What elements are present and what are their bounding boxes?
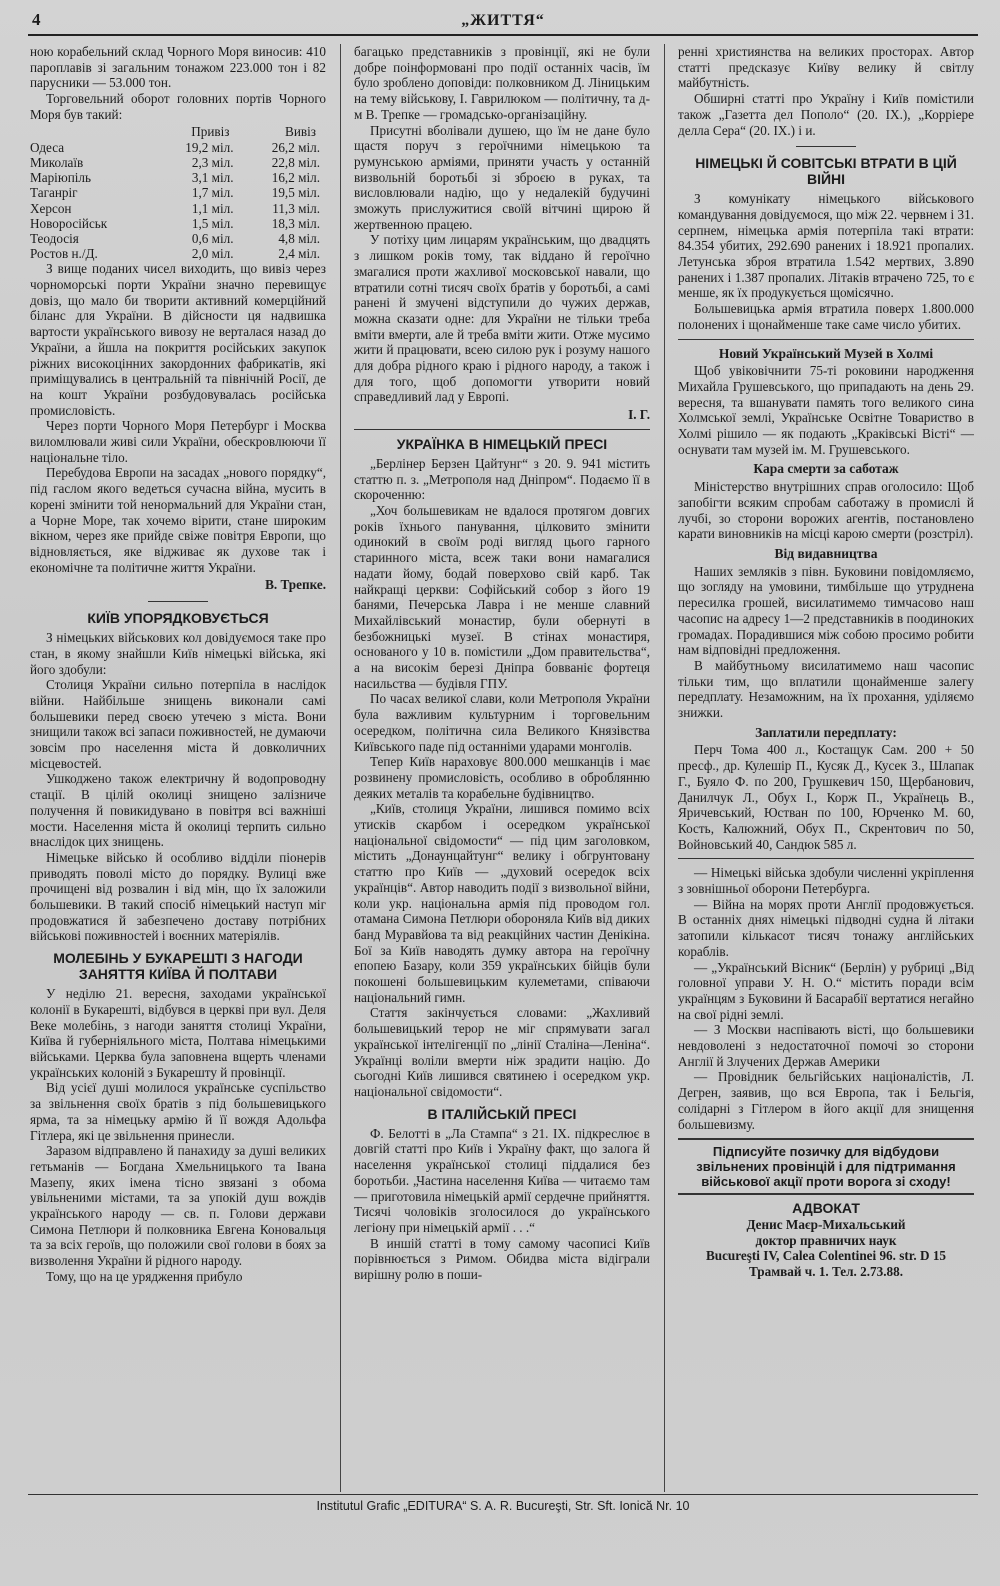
paragraph: У неділю 21. вересня, заходами української колонії в Букарешті, відбувся в церкві при вул. Деля Веке молебінь, з нагоди заняття столиці України, Київа й губерніяльного міста, Полтава німецькими військами. Церква була заповнена вщерть членами українських колоній з Букарешту й провінції.: [30, 986, 326, 1080]
advertisement-phone: Трамвай ч. 1. Тел. 2.73.88.: [748, 1264, 904, 1280]
paragraph: Наших земляків з півн. Буковини повідомляємо, що зогляду на умовини, тимбільше що утруднена пересилка грошей, висилатимемо тимчасово наш часопис на адресу 1—2 представників в поодиноких громадах. Порадившися між собою просимо робити нам відповідні предложення.: [678, 563, 974, 658]
export-value: 26,2 міл.: [271, 139, 320, 155]
headline-german-press: УКРАЇНКА В НІМЕЦЬКІЙ ПРЕСІ: [396, 435, 608, 452]
paragraph: З комунікату німецького військового командування довідуємося, що між 22. червнем і 31. серпнем, німецька армія потерпіла такі втрати: 84.354 убитих, 292.690 ранених і 18.921 пропалих. Летунська зброя втратила 1.542 мертвих, 3.890 ранених і 1.387 пропалих. Літаків втрачено 725, то є менше, як їх продукується щомісячно.: [678, 191, 974, 301]
paragraph: Міністерство внутрішних справ оголосило: Щоб запобігти всяким спробам саботажу в промислі й лучбі, зо сторони ворожих агентів, постановлено карати виновників на місці карою смерти (розстріл).: [678, 479, 974, 542]
paragraph: ренні християнства на великих просторах. Автор статті предсказує Київу велику й світлу майбутність.: [678, 44, 974, 91]
headline-museum: Новий Український Музей в Холмі: [718, 345, 934, 361]
news-item: — Німецькі війська здобули численні укріплення з зовнішньої оборони Петербурга.: [678, 865, 974, 897]
advertisement-degree: доктор правничих наук: [755, 1232, 897, 1248]
advertisement-title: АДВОКАТ: [792, 1200, 860, 1217]
paragraph: Ушкоджено також електричну й водопроводну стації. В цілій околиці знищено залізниче получення й повикидувано в повітря всі важніші мости. Населення міста й околиці терпить сильно внаслідок цих знищень.: [30, 771, 326, 850]
table-header-row: [30, 123, 326, 140]
newspaper-title: „ЖИТТЯ“: [461, 12, 545, 29]
paragraph: З вище поданих чисел виходить, що вивіз через чорноморські порти України значно перевищує довіз, що мало би творити активний комерційний біланс для України. В дійсности ця надвишка вартости українського вивозу не верталася назад до України, а йшла на покриття російських закупок ріжних високоцінних закордонних фабрикатів, які приміщувались в центральній та північній Росії, де на кошт України розбудовувалась російська промисловість.: [30, 261, 326, 418]
paragraph: З німецьких військових кол довідуємося таке про стан, в якому знайшли Київ німецькі війська, які його здобули:: [30, 630, 326, 677]
paragraph: Присутні вболівали душею, що їм не дане було щастя поруч з героїчними німецькою та румунською арміями, приняти участь у останній визвольній боротьбі зі зброєю в руках, та висловлювали надію, що у недалекій будучині зможуть прислужитися своїй вітчині щирою й жертвенною працею.: [354, 122, 650, 232]
port-name: Миколаїв: [30, 154, 84, 170]
paragraph: Заразом відправлено й панахиду за душі великих гетьманів — Богдана Хмельницького та Івана Мазепу, яких імена тісно звязані з обома увільненими містами, та за упокій душ вождів українського народу — св. п. Голови держави Симона Петлюри й полковника Евгена Коновальця та за всіх героїв, що положили свої голови в боях за визволення України й рідного народу.: [30, 1143, 326, 1269]
paragraph: По часах великої слави, коли Метрополя України була важливим культурним і торговельним осередком, політична сила Великого Князівства Київського паде під останніми ударами монголів.: [354, 691, 650, 754]
paragraph: Обширні статті про Україну і Київ помістили також „Газетта дел Пополо“ (20. IX.), „Корріере делла Сера“ (20. IX.) і и.: [678, 91, 974, 138]
export-value: 19,5 міл.: [271, 185, 320, 201]
import-value: 1,5 міл.: [191, 215, 234, 231]
table-row: [30, 216, 326, 231]
table-row: [30, 170, 326, 185]
paragraph: Перебудова Европи на засадах „нового порядку“, під гаслом якого ведеться сучасна війна, мусить в корені змінити той ненормальний для України стан, а Чорне Море, так хочемо вірити, стане широким вікном, через яке прийде свіже повітря Европи, що відновляється, яке відживає як духове так і економічне та політичне життя України.: [30, 465, 326, 575]
headline-losses: НІМЕЦЬКІ Й СОВІТСЬКІ ВТРАТИ В ЦІЙ ВІЙНІ: [695, 155, 957, 188]
column-divider: [664, 44, 665, 1492]
headline-sabotage: Кара смерти за саботаж: [753, 461, 899, 477]
table-row: [30, 140, 326, 155]
column-2: [354, 44, 650, 1492]
paragraph: Тому, що на це урядження прибуло: [46, 1268, 243, 1284]
port-name: Одеса: [30, 139, 65, 155]
news-item: — З Москви наспівають вісті, що большевики невдоволені з недостаточної помочі зо сторони Англії й Злучених Держав Америки: [678, 1022, 974, 1069]
paragraph: ною корабельний склад Чорного Моря виносив: 410 пароплавів зі загальним тонажом 223.000 тон і 82 парусники — 53.000 тон.: [30, 44, 326, 91]
table-row: [30, 231, 326, 246]
table-row: [30, 246, 326, 261]
column-header-import: Привіз: [191, 123, 230, 139]
divider: [678, 858, 974, 859]
paragraph: „Берлінер Берзен Цайтунг“ з 20. 9. 941 містить статтю п. з. „Метрополя над Дніпром“. Подаємо її в скороченню:: [354, 455, 650, 503]
paragraph: Большевицька армія втратила поверх 1.800.000 полонених і щонайменше таке саме число убитих.: [678, 301, 974, 332]
paragraph: Щоб увіковічнити 75-ті роковини народження Михайла Грушевського, що припадають на день 29. вересня, та вшанувати память того великого сина Холмської землі, Українське Освітне Товариство в Холмі рішило — як подають „Краківські Вісті“ — оснувати там музей ім. М. Грушевського.: [678, 363, 974, 457]
paragraph: Від усієї душі молилося українське суспільство за звільнення своїх братів з під большевицького ярма, та за німецьку армію й її вождя Адольфа Гітлера, які це звільнення принесли.: [30, 1080, 326, 1143]
export-value: 11,3 міл.: [272, 200, 320, 216]
page-number: 4: [32, 10, 41, 29]
ports-trade-table: [30, 123, 326, 262]
port-name: Таганріг: [30, 185, 78, 201]
paragraph: В иншій статті в тому самому часописі Київ порівнюється з Римом. Обидва міста відіграли вирішну ролю в поши-: [354, 1235, 650, 1283]
export-value: 16,2 міл.: [271, 170, 320, 186]
headline-kyiv: КИЇВ УПОРЯДКОВУЄТЬСЯ: [87, 610, 269, 627]
port-name: Новоросійськ: [30, 215, 108, 231]
printer-imprint: Institutul Grafic „EDITURA“ S. A. R. Bucureşti, Str. Sft. Ionică Nr. 10: [28, 1494, 978, 1513]
headline-italian-press: В ІТАЛІЙСЬКІЙ ПРЕСІ: [427, 1105, 577, 1122]
divider: [148, 601, 208, 602]
author-signature: І. Г.: [628, 407, 650, 423]
paragraph: Німецьке військо й особливо відділи піонерів приводять поволі місто до порядку. Вулиці вже прочищені від розвалин і від мін, що їх заложили большевики. В такий спосіб німецький наступ міг продовжатися й забезпечено доставу потрібних військові поживностей і воєнних матеріялів.: [30, 849, 326, 944]
column-1: [30, 44, 326, 1492]
import-value: 2,0 міл.: [191, 246, 234, 262]
divider: [354, 429, 650, 430]
news-item: — Провідник бельгійських націоналістів, Л. Дегрен, заявив, що вся Европа, так і Бельгія, солідарні з Гітлером в його акції для знищення большевизму.: [678, 1069, 974, 1132]
headline-moleben: МОЛЕБІНЬ У БУКАРЕШТІ З НАГОДИ ЗАНЯТТЯ КИЇВА Й ПОЛТАВИ: [53, 950, 303, 983]
page-header: [28, 6, 978, 36]
headline-paid-subscriptions: Заплатили передплату:: [755, 724, 897, 740]
import-value: 1,7 міл.: [191, 185, 234, 201]
paragraph: Перч Тома 400 л., Костащук Сам. 200 + 50 пресф., др. Кулешір П., Кусяк Д., Кусек З., Шлапак Г., Буяло Ф. по 200, Грушкевич 150, Щербанович, Данилчук Л., Обух І., Корж П., Українець В., Яричевський, Юстван по 100, Юрченко М. 60, Кость, Калюжний, Обух П., Скрентович по 50, Войновський 40, Сандюк 585 л.: [678, 742, 974, 852]
port-name: Теодосія: [30, 230, 79, 246]
paragraph: Столиця України сильно потерпіла в наслідок війни. Найбільше знищень виконали самі большевики перед своєю утечею з міста. Вони знищили також всі запаси поживностей, не думаючи зовсім про населення міста й довколичних місцевостей.: [30, 677, 326, 771]
paragraph: Тепер Київ нараховує 800.000 мешканців і має розвинену промисловість, особливо в оброблянню деяких металів та корабельне будівництво.: [354, 754, 650, 801]
table-row: [30, 201, 326, 216]
export-value: 22,8 міл.: [271, 154, 320, 170]
advertisement-address: Bucureşti IV, Calea Colentinei 96. str. D 15: [705, 1248, 947, 1264]
table-row: [30, 185, 326, 200]
author-signature: В. Трепке.: [265, 577, 326, 593]
paragraph: „Київ, столиця України, лишився помимо всіх утисків скарбом і осередком української національної свідомости“ — під цим заголовком, містить „Донаунцайтунг“ велику і обгрунтовану статтю про Київ — „духовий осередок всіх українців“. Автор наводить події з визвольної війни, коли укр. національна армія під проводом гол. отамана Симона Петлюри обороняла Київ від диких банд Муравйова та від реакційних частин Денікіна. Бої за Київ наводять думку автора на героїчну епопею Базару, коли 359 українських бійців були покошені большевицьким кулеметами, співаючи національний гимн.: [354, 801, 650, 1005]
divider: [678, 339, 974, 340]
paragraph: „Хоч большевикам не вдалося протягом довгих років їхнього панування, цілковито змінити одинокий в своїм роді вигляд цього гарного старинного міста, всеж таки вони намагалися надати йому, бодай поверхово свій карб. Так найкращі церкви: Софійський собор з його 19 банями, Печерська Лавра і не менше славний Михайлівський монастир, були обернуті в безбожницькі музеї. В стінах монастиря, основаного у 10 в. помістили „Дом правительства“, а на високім березі Дніпра бовваніє фортеця насильства — будівля ГПУ.: [354, 502, 650, 691]
table-row: [30, 155, 326, 170]
import-value: 19,2 міл.: [185, 139, 234, 155]
port-name: Ростов н./Д.: [30, 246, 98, 262]
loan-appeal: Підписуйте позичку для відбудови звільнених провінцій і для підтримання військової акції проти ворога зі сходу!: [678, 1138, 974, 1195]
import-value: 1,1 міл.: [191, 200, 234, 216]
paragraph: Через порти Чорного Моря Петербург і Москва виломлювали живі сили України, обескровлюючи її національне тіло.: [30, 418, 326, 465]
divider: [796, 146, 856, 147]
port-name: Херсон: [30, 200, 72, 216]
headline-publisher: Від видавництва: [774, 545, 878, 561]
paragraph: Ф. Белотті в „Ла Стампа“ з 21. IX. підкреслює в довгій статті про Київ і Україну факт, що залога й населення української столиці піддалися без боротьби. „Частина населення Київа — читаємо там — приготовила німецькій армії сердечне прийняття. Тисячі чоловіків зголосилося до українського легіону при німецькій армії . . .“: [354, 1125, 650, 1235]
export-value: 4,8 міл.: [278, 230, 320, 246]
column-divider: [340, 44, 341, 1492]
lawyer-advertisement: [678, 1201, 974, 1280]
paragraph: Торговельний оборот головних портів Чорного Моря був такий:: [30, 91, 326, 122]
news-item: — „Український Вісник“ (Берлін) у рубриці „Від головної управи У. Н. О.“ містить поради всім українцям з Буковини й Басарабії вертатися негайно на свої рідні землі.: [678, 959, 974, 1022]
export-value: 18,3 міл.: [271, 215, 320, 231]
export-value: 2,4 міл.: [278, 246, 320, 262]
paragraph: багацько представників з провінції, які не були добре поінформовані про події останніх часів, їм було зроблено доповіди: полковником Д. Ліницьким на тему військову, І. Гаврилюком — політичну, та д-м В. Трепке — громадсько-організаційну.: [354, 44, 650, 122]
paragraph: У потіху цим лицарям українським, що двадцять з лишком років тому, так віддано й героїчно змагалися проти жахливої московської навали, що втратили сотні тисяч своїх братів у боротьбі, а самі ранені й змучені відступили до чужих держав, можна сказати одне: для України не тільки треба вміти вмерти, але й треба вміти жити. Отже мусимо жити й працювати, всею силою рук і розуму нашого для добра рідного краю і рідного народу, а також і для того, щоб допомогти утворити новий справедливий лад у Европі.: [354, 232, 650, 405]
advertisement-name: Денис Маєр-Михальський: [746, 1217, 906, 1232]
news-item: — Війна на морях проти Англії продовжується. В останніх днях німецькі підводні судна й літаки затопили кількасот тисяч тонажу англійських кораблів.: [678, 896, 974, 959]
import-value: 3,1 міл.: [191, 170, 234, 186]
column-header-export: Вивіз: [285, 123, 316, 139]
import-value: 2,3 міл.: [191, 154, 234, 170]
column-3: [678, 44, 974, 1492]
paragraph: В майбутньому висилатимемо наш часопис тільки тим, що вплатили щонайменше залегу передплату. Незаможним, на їх прохання, уділяємо знижки.: [678, 657, 974, 721]
paragraph: Стаття закінчується словами: „Жахливий большевицький терор не міг спрямувати загал української інтелігенції по „лінії Сталіна—Леніна“. Українці воліли вмерти ніж зрадити націю. До сьогодні Київ лишився святинею і осередком укр. національної свідомости“.: [354, 1005, 650, 1099]
port-name: Маріюпіль: [30, 170, 92, 186]
import-value: 0,6 міл.: [191, 230, 234, 246]
